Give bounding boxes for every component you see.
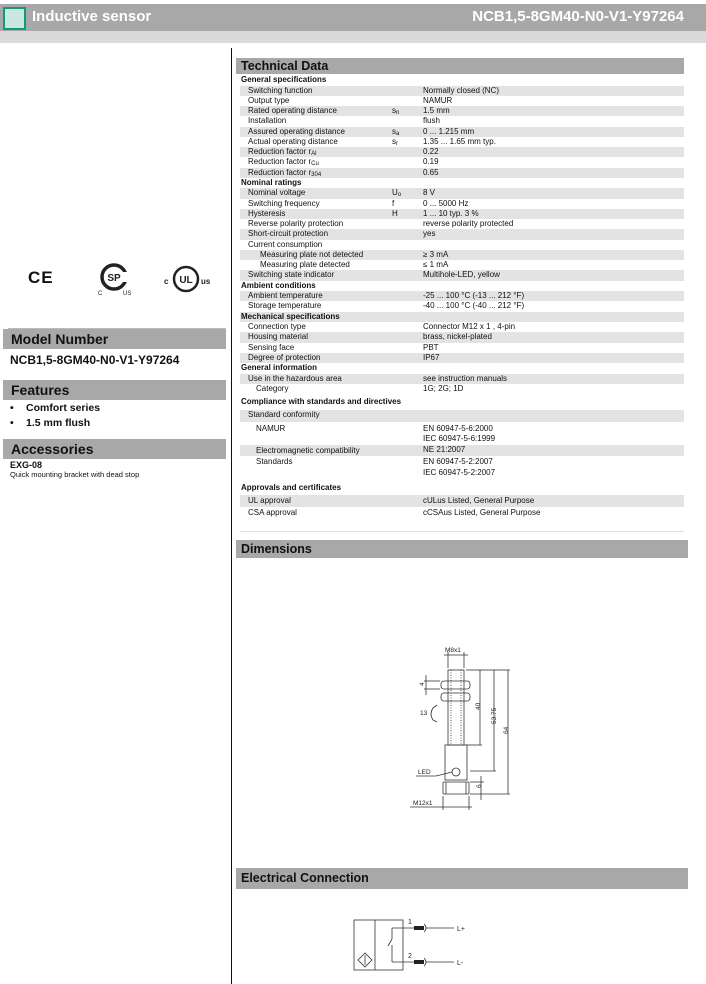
wrench-icon [431,705,437,722]
spec-group-heading: Ambient conditions [241,280,316,290]
dim-led-label: LED [418,769,431,776]
header-bar [0,4,706,31]
wiring-diagram [340,900,490,984]
feature-item [10,402,100,414]
spec-row: Assured operating distance $s_a$ 0 ... 1.215 mm [240,127,684,137]
sensor-block [354,920,403,970]
led-window-icon [452,768,460,776]
spec-row: Storage temperature -40 ... 100 °C (-40 ... 212 °F) [248,301,525,311]
spec-row: Switching state indicator Multihole-LED, yellow [240,270,684,280]
l-plus-label: L+ [457,926,465,933]
accessories-section-header [3,439,226,459]
connector [443,782,469,794]
brand-square-icon [3,7,26,30]
spec-row: CSA approval cCSAus Listed, General Purpose [248,508,541,517]
csa-c-text: C [98,291,103,297]
accessory-name[interactable]: EXG-08 [10,460,43,470]
bullet-icon: • [10,417,14,429]
spec-row: Ambient temperature -25 ... 100 °C (-13 ... 212 °F) [240,291,684,301]
spec-row: Installation flush [248,116,440,126]
certification-logos [0,262,226,302]
spec-group-heading: General specifications [241,75,327,84]
csa-us-text: US [123,291,132,297]
spec-row: Reduction factor $r_{Al}$ 0.22 [240,147,684,157]
bullet-icon: • [10,402,14,414]
ul-c-text: c [164,277,169,286]
ul-mark-text: UL [179,275,193,286]
feature-text: Comfort series [26,402,101,414]
spec-group-heading: Approvals and certificates [241,483,342,492]
spec-row: Rated operating distance $s_n$ 1.5 mm [240,106,684,116]
spec-row: Use in the hazardous area see instruction manuals [240,374,684,384]
accessory-description: Quick mounting bracket with dead stop [10,470,140,479]
nut-lower [441,693,470,701]
spec-row: Standards EN 60947-5-2:2007 IEC 60947-5-2:2007 [256,457,496,477]
spec-row: Nominal voltage $U_o$ 8 V [240,188,684,198]
features-section-header [3,380,226,400]
spec-row: Short-circuit protection yes [240,229,684,239]
dimensions-section-header [236,540,688,558]
dim-thread-top: M8x1 [445,647,461,654]
model-number-value: NCB1,5-8GM40-N0-V1-Y97264 [10,353,180,367]
spec-group-heading: Nominal ratings [241,177,302,187]
dim-wrench: 13 [420,710,428,717]
spec-row: Connection type Connector M12 x 1 , 4-pin [248,322,516,331]
csa-mark-text: SP [107,273,121,284]
features-heading: Features [11,382,70,398]
spec-row: Switching function Normally closed (NC) [240,86,684,96]
page-title: Inductive sensor [32,8,152,25]
pin-2-label: 2 [408,953,412,960]
spec-row: Standard conformity [240,410,684,422]
technical-data-table [240,75,684,519]
header-model-number: NCB1,5-8GM40-N0-V1-Y97264 [472,8,684,25]
spec-row: Measuring plate not detected ≥ 3 mA [240,250,684,260]
spec-row: Output type NAMUR [248,95,453,105]
spec-group-heading: Compliance with standards and directives [241,397,402,406]
spec-table-end-rule [240,531,684,532]
ul-us-text: us [201,277,211,286]
feature-text: 1.5 mm flush [26,417,91,429]
spec-row: UL approval cULus Listed, General Purpose [240,495,684,507]
spec-row: Reverse polarity protection reverse polarity protected [248,219,514,228]
dimensions-heading: Dimensions [241,542,312,556]
dim-6: 6 [476,784,483,788]
electrical-connection-heading: Electrical Connection [241,871,369,885]
spec-group-heading: General information [241,363,318,372]
spec-row: Current consumption [248,239,323,249]
spec-row: Reduction factor $r_{Cu}$ 0.19 [248,157,439,168]
spec-row: Hysteresis H 1 ... 10 typ. 3 % [240,209,684,219]
spec-row: Degree of protection IP67 [240,353,684,363]
electrical-connection-section-header [236,868,688,889]
spec-row: Measuring plate detected ≤ 1 mA [260,260,449,269]
dim-thread-bottom: M12x1 [413,800,433,807]
dim-53: 53.75 [491,707,498,724]
spec-group-heading: Mechanical specifications [240,312,684,323]
csa-mark-icon [96,262,136,298]
accessories-heading: Accessories [11,441,94,457]
model-number-heading: Model Number [11,331,109,347]
dim-nut-height: 4 [419,682,426,686]
column-divider [231,48,232,984]
feature-item [10,417,90,429]
ul-mark-icon [164,264,218,294]
dim-64: 64 [503,726,510,734]
spec-row: Category 1G; 2G; 1D [256,383,464,393]
model-number-section-header [3,329,226,349]
spec-row: NAMUR EN 60947-5-6:2000 IEC 60947-5-6:1999 [256,424,496,443]
ce-mark-icon: CE [28,268,54,287]
connector-pin1-icon [424,924,426,932]
spec-row: Actual operating distance $s_r$ 1.35 ... 1.65 mm typ. [248,136,496,147]
dim-40: 40 [475,702,482,710]
connector-pin2-icon [424,958,426,966]
pin-1-label: 1 [408,919,412,926]
housing-body [445,745,467,780]
spec-row: Electromagnetic compatibility NE 21:2007 [240,445,684,456]
spec-row: Switching frequency f 0 ... 5000 Hz [248,198,469,208]
l-minus-label: L- [457,960,464,967]
dimensions-drawing [400,640,540,820]
nut-upper [441,681,470,689]
technical-data-heading: Technical Data [241,59,329,73]
header-subbar [0,31,706,43]
spec-row: Sensing face PBT [248,342,439,352]
spec-row: Housing material brass, nickel-plated [240,332,684,342]
technical-data-section-header [236,58,684,74]
spec-row: Reduction factor $r_{304}$ 0.65 [240,168,684,178]
